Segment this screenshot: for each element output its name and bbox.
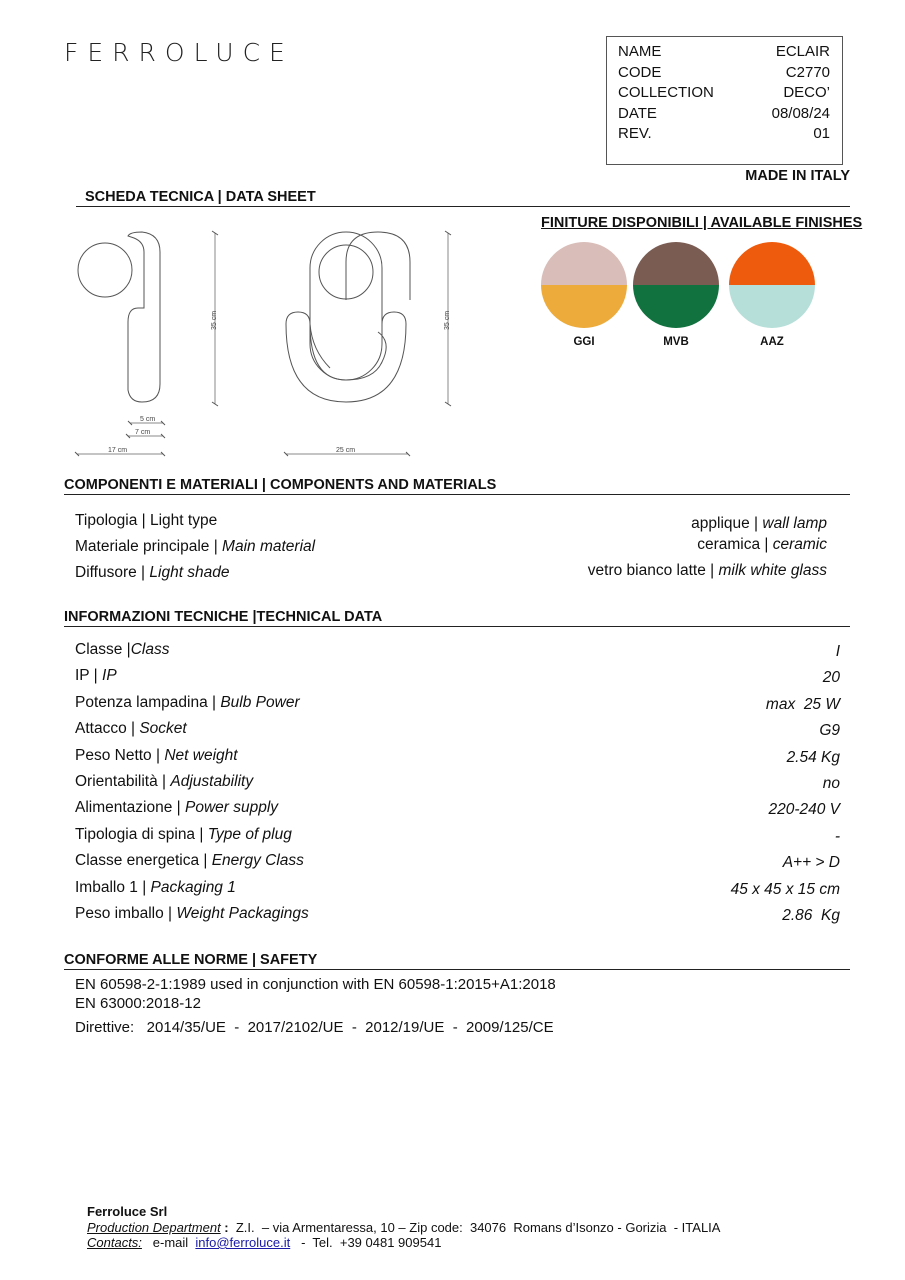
technical-value: 2.54 Kg bbox=[786, 748, 840, 766]
technical-label bbox=[75, 747, 238, 765]
technical-label-en: Class bbox=[130, 641, 170, 658]
front-view-column bbox=[310, 232, 382, 380]
finish-swatch-aaz bbox=[729, 242, 815, 328]
component-value bbox=[588, 562, 827, 580]
brand-logo: FERROLUCE bbox=[64, 38, 294, 67]
footer-email-link[interactable]: info@ferroluce.it bbox=[195, 1235, 291, 1250]
technical-label-it: Potenza lampadina | bbox=[75, 693, 221, 711]
info-row bbox=[618, 83, 830, 104]
section-technical-heading: INFORMAZIONI TECNICHE |TECHNICAL DATA bbox=[64, 609, 850, 627]
component-label bbox=[75, 512, 217, 530]
finish-code: AAZ bbox=[760, 336, 784, 348]
finish-swatch-bottom bbox=[633, 285, 719, 328]
footer-contacts-label: Contacts: bbox=[87, 1235, 142, 1250]
technical-row bbox=[75, 641, 840, 659]
technical-value: A++ > D bbox=[782, 854, 840, 872]
made-in-italy: MADE IN ITALY bbox=[745, 168, 850, 184]
component-value bbox=[691, 515, 827, 533]
technical-value: 220-240 V bbox=[768, 801, 840, 819]
footer-company: Ferroluce Srl bbox=[87, 1204, 168, 1219]
technical-label-it: Attacco | bbox=[75, 720, 140, 738]
front-view-body bbox=[346, 232, 410, 300]
technical-row bbox=[75, 799, 840, 817]
info-row bbox=[618, 124, 830, 145]
finish-code: GGI bbox=[573, 336, 595, 348]
technical-value: no bbox=[822, 775, 840, 792]
footer-address: Z.I. – via Armentaressa, 10 – Zip code: 34076 Romans d’Isonzo - Gorizia - ITALIA bbox=[228, 1219, 721, 1235]
technical-row bbox=[75, 773, 840, 791]
finish-swatch-ggi bbox=[541, 242, 627, 328]
component-value-en: milk white glass bbox=[718, 562, 827, 579]
technical-label-en: Weight Packagings bbox=[176, 905, 309, 922]
technical-label-en: Power supply bbox=[185, 799, 279, 817]
component-row bbox=[75, 538, 827, 556]
technical-label-en: Socket bbox=[139, 720, 187, 738]
safety-directives: Direttive: 2014/35/UE - 2017/2102/UE - 2012/19/UE - 2009/125/CE bbox=[75, 1019, 554, 1036]
technical-label-it: Classe | bbox=[75, 641, 131, 658]
technical-row bbox=[75, 747, 840, 765]
footer bbox=[87, 1204, 720, 1251]
finish-swatch-bottom bbox=[541, 285, 627, 328]
technical-label bbox=[75, 879, 236, 897]
component-label-it: Materiale principale | bbox=[75, 538, 223, 555]
technical-label-en: IP bbox=[102, 667, 117, 685]
technical-value: 45 x 45 x 15 cm bbox=[730, 880, 840, 898]
technical-row bbox=[75, 667, 840, 685]
info-row bbox=[618, 104, 830, 125]
safety-norm-1: EN 60598-2-1:1989 used in conjunction with EN 60598-1:2015+A1:2018 bbox=[75, 976, 556, 993]
footer-phone: - Tel. +39 0481 909541 bbox=[290, 1235, 442, 1250]
component-value-it: vetro bianco latte | bbox=[587, 562, 719, 579]
info-value: C2770 bbox=[785, 63, 830, 81]
finish-swatch-top bbox=[541, 242, 627, 285]
technical-label-it: Tipologia di spina | bbox=[75, 825, 208, 843]
dim-width-side: 17 cm bbox=[108, 447, 128, 454]
technical-label-en: Packaging 1 bbox=[150, 878, 236, 896]
finish-swatch-bottom bbox=[729, 285, 815, 328]
component-value-en: ceramic bbox=[772, 536, 827, 553]
technical-label bbox=[75, 826, 292, 844]
section-safety-heading: CONFORME ALLE NORME | SAFETY bbox=[64, 952, 850, 970]
info-value: 08/08/24 bbox=[771, 104, 830, 122]
technical-label-it: Classe energetica | bbox=[75, 852, 212, 870]
component-value-it: ceramica | bbox=[697, 536, 773, 553]
info-value: DECO’ bbox=[783, 84, 830, 101]
component-label-en: Main material bbox=[222, 538, 316, 555]
technical-label-it: Imballo 1 | bbox=[75, 878, 151, 896]
technical-label bbox=[75, 905, 309, 923]
front-view-arc bbox=[286, 312, 406, 402]
dim-height-side: 35 cm bbox=[211, 310, 218, 330]
technical-label bbox=[75, 773, 253, 791]
technical-label-en: Bulb Power bbox=[220, 693, 300, 711]
technical-label-it: IP | bbox=[75, 667, 103, 685]
dim-height-front: 35 cm bbox=[444, 310, 451, 330]
technical-drawing bbox=[60, 222, 480, 467]
technical-label bbox=[75, 799, 278, 817]
finish-swatch-top bbox=[729, 242, 815, 285]
finish-swatch-top bbox=[633, 242, 719, 285]
component-value-it: applique | bbox=[691, 515, 763, 532]
technical-label bbox=[75, 641, 169, 659]
technical-label-en: Energy Class bbox=[211, 852, 304, 870]
technical-value: 20 bbox=[822, 669, 840, 687]
finish-swatch-mvb bbox=[633, 242, 719, 328]
dim-width-front: 25 cm bbox=[336, 447, 356, 454]
technical-label-it: Peso imballo | bbox=[75, 905, 177, 922]
technical-value: max 25 W bbox=[765, 695, 840, 713]
component-label-en: Light type bbox=[149, 512, 218, 529]
component-row bbox=[75, 512, 827, 530]
dim-depth-b: 7 cm bbox=[135, 429, 151, 436]
technical-value: - bbox=[834, 827, 840, 845]
technical-row bbox=[75, 905, 840, 923]
info-box bbox=[606, 36, 843, 165]
technical-value: I bbox=[835, 643, 840, 660]
info-label: REV. bbox=[618, 125, 652, 142]
technical-label-en: Type of plug bbox=[207, 825, 292, 843]
technical-label-it: Peso Netto | bbox=[75, 746, 165, 764]
technical-label bbox=[75, 720, 187, 738]
component-row bbox=[75, 564, 827, 582]
component-label-en: Light shade bbox=[149, 564, 230, 581]
info-label: NAME bbox=[618, 43, 662, 60]
info-label: DATE bbox=[618, 104, 657, 122]
footer-contacts-line bbox=[87, 1235, 720, 1251]
section-finishes-heading: FINITURE DISPONIBILI | AVAILABLE FINISHES bbox=[541, 215, 863, 231]
info-value: ECLAIR bbox=[775, 43, 830, 60]
technical-row bbox=[75, 852, 840, 870]
dim-depth-a: 5 cm bbox=[140, 416, 156, 423]
technical-value: 2.86 Kg bbox=[782, 907, 840, 924]
component-label bbox=[75, 564, 230, 582]
info-value: 01 bbox=[813, 125, 830, 142]
component-value-en: wall lamp bbox=[762, 515, 827, 532]
footer-dept-label: Production Department bbox=[87, 1219, 221, 1235]
component-value bbox=[697, 536, 827, 554]
technical-label-it: Orientabilità | bbox=[75, 773, 171, 790]
technical-label-en: Adjustability bbox=[170, 773, 254, 790]
finish-code: MVB bbox=[663, 336, 689, 348]
technical-row bbox=[75, 694, 840, 712]
technical-label-en: Net weight bbox=[164, 746, 238, 764]
technical-label-it: Alimentazione | bbox=[75, 799, 185, 817]
info-row bbox=[618, 42, 830, 63]
info-row bbox=[618, 63, 830, 84]
side-view-globe bbox=[78, 243, 132, 297]
footer-dept-sep: : bbox=[220, 1219, 229, 1235]
footer-address-line bbox=[87, 1220, 720, 1236]
technical-row bbox=[75, 879, 840, 897]
technical-label bbox=[75, 667, 117, 685]
safety-norm-2: EN 63000:2018-12 bbox=[75, 995, 201, 1012]
component-label-it: Tipologia | bbox=[75, 512, 150, 529]
technical-row bbox=[75, 720, 840, 738]
component-label-it: Diffusore | bbox=[75, 564, 150, 581]
technical-label bbox=[75, 852, 304, 870]
info-label: COLLECTION bbox=[618, 84, 714, 101]
info-label: CODE bbox=[618, 63, 662, 81]
section-datasheet-heading: SCHEDA TECNICA | DATA SHEET bbox=[76, 189, 850, 207]
footer-email-prefix: e-mail bbox=[141, 1235, 196, 1250]
section-components-heading: COMPONENTI E MATERIALI | COMPONENTS AND MATERIALS bbox=[64, 477, 850, 495]
technical-label bbox=[75, 694, 300, 712]
side-view-body bbox=[128, 232, 160, 402]
component-label bbox=[75, 538, 315, 556]
technical-row bbox=[75, 826, 840, 844]
technical-value: G9 bbox=[819, 722, 840, 740]
